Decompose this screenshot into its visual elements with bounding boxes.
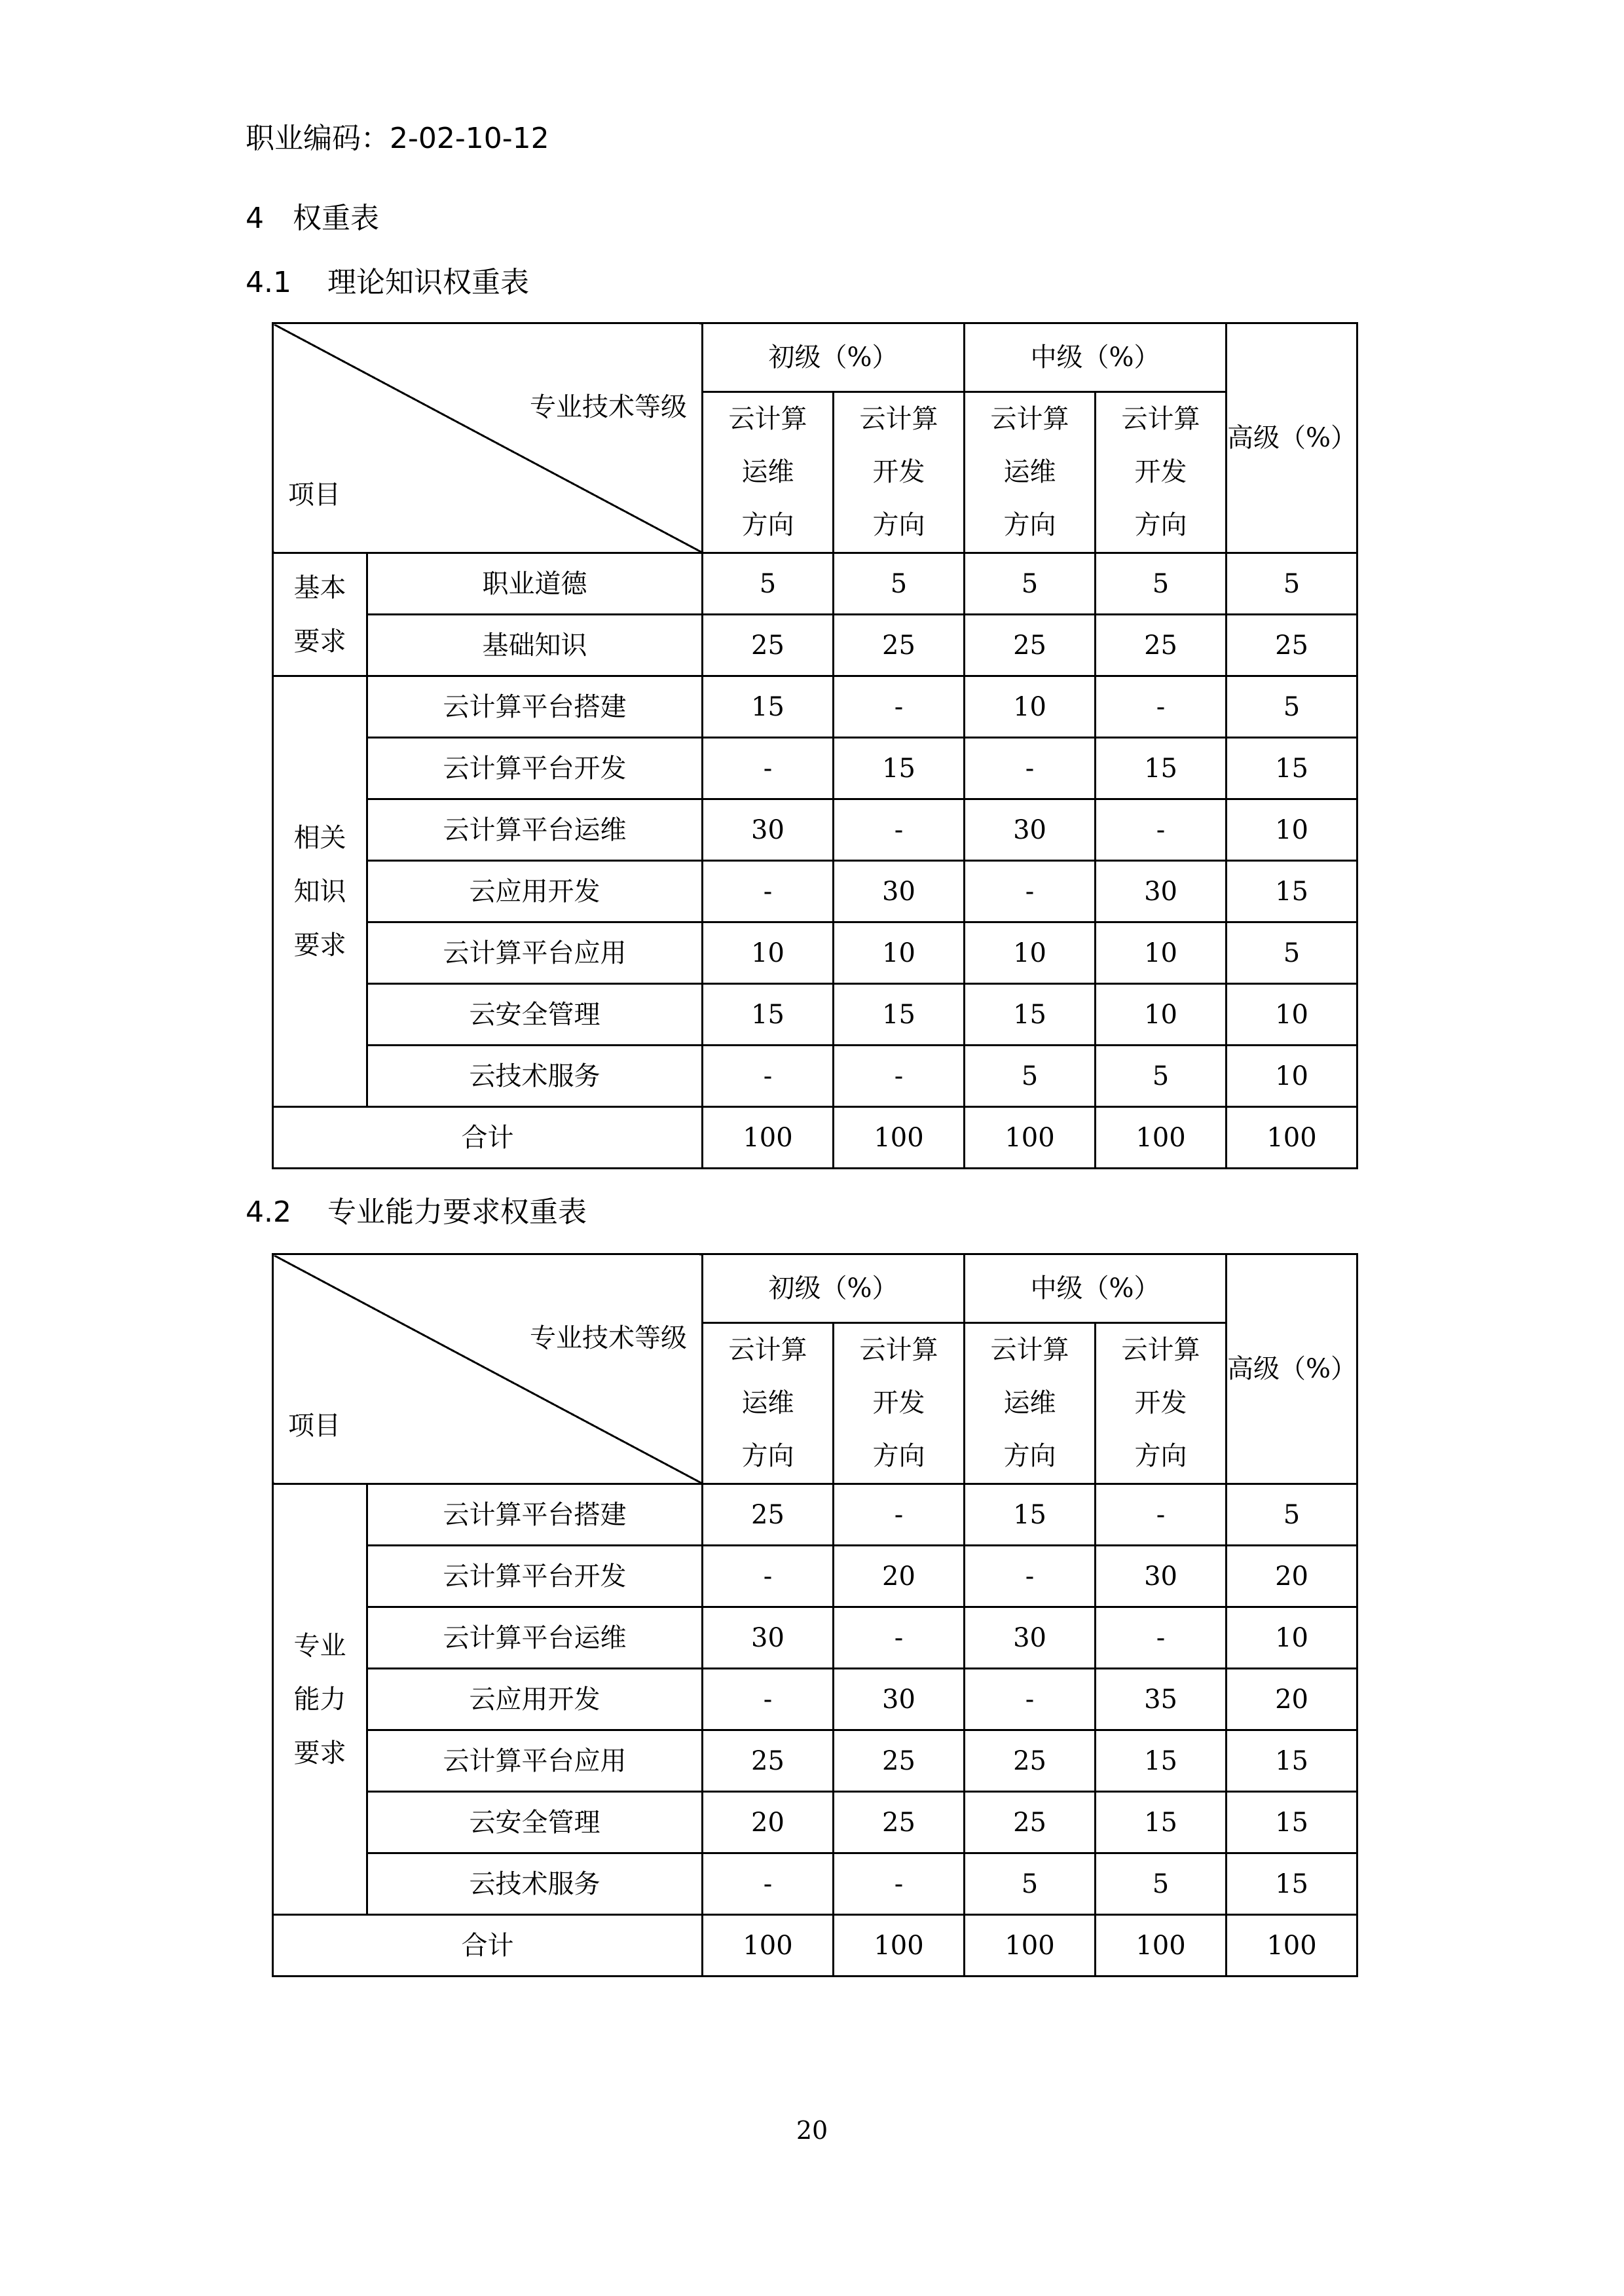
table-row: [273, 1484, 1357, 1546]
skills-title: 专业能力要求权重表: [327, 1195, 587, 1229]
item-label: 云计算平台应用: [367, 922, 703, 984]
value-cell: 15: [703, 676, 834, 738]
junior-dev-header: [834, 1323, 965, 1484]
diagonal-top-label: 专业技术等级: [530, 392, 687, 422]
value-cell: 25: [1096, 615, 1227, 676]
group-label-line: 要求: [293, 626, 346, 657]
value-cell: -: [834, 676, 965, 738]
value-cell: -: [703, 738, 834, 799]
junior-ops-header-line: 运维: [741, 457, 794, 487]
value-cell: 15: [1227, 1730, 1357, 1792]
value-cell: 10: [1096, 984, 1227, 1046]
value-cell: -: [703, 1546, 834, 1607]
intermediate-dev-header-line: 云计算: [1121, 404, 1200, 434]
section-number: 4: [246, 202, 264, 235]
value-cell: -: [1096, 1484, 1227, 1546]
total-value: 100: [1227, 1915, 1357, 1977]
table-row: [273, 1669, 1357, 1730]
intermediate-ops-header-line: 运维: [1003, 1388, 1056, 1418]
table-row: [273, 799, 1357, 861]
table-row: [273, 738, 1357, 799]
value-cell: 30: [965, 1607, 1096, 1669]
junior-header: 初级（%）: [703, 323, 965, 392]
skills-heading: [246, 1195, 587, 1229]
value-cell: 15: [834, 738, 965, 799]
junior-dev-header: [834, 392, 965, 553]
value-cell: 5: [1096, 1046, 1227, 1107]
total-value: 100: [1096, 1107, 1227, 1169]
item-label: 云计算平台应用: [367, 1730, 703, 1792]
value-cell: 15: [965, 1484, 1096, 1546]
intermediate-ops-header: [965, 1323, 1096, 1484]
value-cell: 10: [1227, 1607, 1357, 1669]
value-cell: 30: [834, 861, 965, 922]
header-row: [273, 1254, 1357, 1323]
value-cell: 20: [1227, 1546, 1357, 1607]
intermediate-dev-header-line: 方向: [1134, 1441, 1187, 1471]
junior-ops-header-line: 云计算: [728, 404, 807, 434]
theory-number: 4.1: [246, 266, 291, 299]
value-cell: 15: [1096, 1792, 1227, 1853]
value-cell: 5: [1227, 922, 1357, 984]
value-cell: -: [965, 1546, 1096, 1607]
value-cell: 25: [965, 1730, 1096, 1792]
value-cell: 15: [1227, 738, 1357, 799]
junior-ops-header-line: 云计算: [728, 1335, 807, 1365]
value-cell: 5: [965, 1853, 1096, 1915]
senior-header: 高级（%）: [1227, 323, 1357, 553]
value-cell: -: [834, 799, 965, 861]
value-cell: 20: [1227, 1669, 1357, 1730]
junior-dev-header-line: 云计算: [859, 404, 938, 434]
junior-ops-header-line: 方向: [741, 1441, 794, 1471]
junior-header: 初级（%）: [703, 1254, 965, 1323]
value-cell: 35: [1096, 1669, 1227, 1730]
value-cell: 30: [1096, 861, 1227, 922]
value-cell: 30: [965, 799, 1096, 861]
table-row: [273, 1546, 1357, 1607]
value-cell: 25: [834, 1792, 965, 1853]
intermediate-ops-header-line: 方向: [1003, 510, 1056, 540]
diagonal-header-cell: [273, 1254, 703, 1484]
value-cell: -: [1096, 799, 1227, 861]
junior-ops-header: [703, 1323, 834, 1484]
junior-dev-header-line: 开发: [872, 1388, 925, 1418]
value-cell: 25: [834, 615, 965, 676]
value-cell: -: [834, 1607, 965, 1669]
section-title: 权重表: [293, 202, 379, 235]
value-cell: 5: [965, 553, 1096, 615]
group-label-line: 基本: [293, 572, 346, 603]
total-value: 100: [834, 1107, 965, 1169]
item-label: 云计算平台开发: [367, 1546, 703, 1607]
value-cell: -: [965, 1669, 1096, 1730]
item-label: 云技术服务: [367, 1853, 703, 1915]
occupation-code: 职业编码：2-02-10-12: [246, 122, 549, 155]
value-cell: -: [834, 1484, 965, 1546]
total-value: 100: [703, 1915, 834, 1977]
table-row: [273, 1792, 1357, 1853]
theory-heading: [246, 268, 529, 297]
value-cell: 10: [965, 922, 1096, 984]
table-row: [273, 1046, 1357, 1107]
value-cell: 25: [965, 615, 1096, 676]
value-cell: 10: [1227, 1046, 1357, 1107]
intermediate-ops-header: [965, 392, 1096, 553]
table-row: [273, 984, 1357, 1046]
value-cell: 5: [1227, 553, 1357, 615]
total-value: 100: [834, 1915, 965, 1977]
junior-ops-header-line: 方向: [741, 510, 794, 540]
value-cell: 15: [834, 984, 965, 1046]
junior-ops-header-line: 运维: [741, 1388, 794, 1418]
header-row: [273, 323, 1357, 392]
section-heading: [246, 204, 379, 233]
group-label-line: 要求: [293, 1738, 346, 1768]
value-cell: 10: [965, 676, 1096, 738]
intermediate-ops-header-line: 云计算: [990, 1335, 1069, 1365]
value-cell: -: [834, 1853, 965, 1915]
value-cell: 15: [1096, 738, 1227, 799]
total-value: 100: [1227, 1107, 1357, 1169]
value-cell: 30: [703, 1607, 834, 1669]
item-label: 基础知识: [367, 615, 703, 676]
table-row: [273, 1853, 1357, 1915]
group-label-line: 知识: [293, 876, 346, 907]
value-cell: 5: [703, 553, 834, 615]
item-label: 云计算平台开发: [367, 738, 703, 799]
value-cell: 15: [1227, 861, 1357, 922]
value-cell: 30: [703, 799, 834, 861]
diagonal-bottom-label: 项目: [288, 480, 341, 510]
value-cell: 30: [1096, 1546, 1227, 1607]
value-cell: 5: [965, 1046, 1096, 1107]
value-cell: 5: [1227, 1484, 1357, 1546]
value-cell: 10: [834, 922, 965, 984]
item-label: 云计算平台运维: [367, 799, 703, 861]
intermediate-dev-header-line: 开发: [1134, 1388, 1187, 1418]
item-label: 云安全管理: [367, 984, 703, 1046]
total-value: 100: [703, 1107, 834, 1169]
value-cell: 5: [834, 553, 965, 615]
item-label: 职业道德: [367, 553, 703, 615]
value-cell: 15: [1227, 1853, 1357, 1915]
table-row: [273, 1730, 1357, 1792]
intermediate-dev-header-line: 云计算: [1121, 1335, 1200, 1365]
value-cell: -: [965, 861, 1096, 922]
value-cell: 10: [703, 922, 834, 984]
intermediate-ops-header-line: 运维: [1003, 457, 1056, 487]
intermediate-header: 中级（%）: [965, 1254, 1227, 1323]
value-cell: 20: [834, 1546, 965, 1607]
value-cell: -: [703, 1853, 834, 1915]
skills-number: 4.2: [246, 1195, 291, 1229]
item-label: 云计算平台搭建: [367, 1484, 703, 1546]
intermediate-dev-header-line: 开发: [1134, 457, 1187, 487]
value-cell: 25: [965, 1792, 1096, 1853]
table-row: [273, 615, 1357, 676]
total-value: 100: [965, 1107, 1096, 1169]
table-row: [273, 1607, 1357, 1669]
value-cell: 30: [834, 1669, 965, 1730]
page-number: 20: [796, 2116, 828, 2145]
intermediate-dev-header: [1096, 392, 1227, 553]
intermediate-ops-header-line: 方向: [1003, 1441, 1056, 1471]
total-value: 100: [1096, 1915, 1227, 1977]
theory-title: 理论知识权重表: [327, 266, 529, 299]
item-label: 云安全管理: [367, 1792, 703, 1853]
table-row: [273, 922, 1357, 984]
junior-ops-header: [703, 392, 834, 553]
junior-dev-header-line: 开发: [872, 457, 925, 487]
value-cell: 15: [703, 984, 834, 1046]
total-label: 合计: [273, 1107, 703, 1169]
value-cell: 5: [1227, 676, 1357, 738]
value-cell: 15: [1096, 1730, 1227, 1792]
table-row: [273, 553, 1357, 615]
senior-header: 高级（%）: [1227, 1254, 1357, 1484]
value-cell: 5: [1096, 553, 1227, 615]
value-cell: 15: [1227, 1792, 1357, 1853]
value-cell: 10: [1227, 984, 1357, 1046]
value-cell: 25: [703, 615, 834, 676]
value-cell: 25: [1227, 615, 1357, 676]
group-label-line: 能力: [293, 1684, 346, 1715]
theory-weight-table: [272, 322, 1358, 1169]
item-label: 云计算平台运维: [367, 1607, 703, 1669]
junior-dev-header-line: 方向: [872, 510, 925, 540]
value-cell: 10: [1096, 922, 1227, 984]
value-cell: -: [965, 738, 1096, 799]
value-cell: -: [703, 1046, 834, 1107]
value-cell: -: [834, 1046, 965, 1107]
group-label-line: 要求: [293, 930, 346, 960]
group-label: [273, 1484, 367, 1915]
value-cell: -: [1096, 676, 1227, 738]
group-label: [273, 553, 367, 676]
skills-weight-table: [272, 1253, 1358, 1977]
value-cell: 25: [834, 1730, 965, 1792]
diagonal-top-label: 专业技术等级: [530, 1323, 687, 1353]
total-label: 合计: [273, 1915, 703, 1977]
value-cell: 20: [703, 1792, 834, 1853]
value-cell: 10: [1227, 799, 1357, 861]
item-label: 云应用开发: [367, 1669, 703, 1730]
total-row: [273, 1107, 1357, 1169]
group-label-line: 专业: [293, 1630, 346, 1661]
junior-dev-header-line: 方向: [872, 1441, 925, 1471]
table-row: [273, 861, 1357, 922]
diagonal-header-cell: [273, 323, 703, 553]
value-cell: 5: [1096, 1853, 1227, 1915]
item-label: 云计算平台搭建: [367, 676, 703, 738]
intermediate-header: 中级（%）: [965, 323, 1227, 392]
value-cell: 15: [965, 984, 1096, 1046]
junior-dev-header-line: 云计算: [859, 1335, 938, 1365]
item-label: 云技术服务: [367, 1046, 703, 1107]
group-label-line: 相关: [293, 822, 346, 853]
intermediate-dev-header: [1096, 1323, 1227, 1484]
value-cell: 25: [703, 1484, 834, 1546]
value-cell: 25: [703, 1730, 834, 1792]
group-label: [273, 676, 367, 1107]
intermediate-ops-header-line: 云计算: [990, 404, 1069, 434]
table-row: [273, 676, 1357, 738]
diagonal-bottom-label: 项目: [288, 1411, 341, 1441]
intermediate-dev-header-line: 方向: [1134, 510, 1187, 540]
total-row: [273, 1915, 1357, 1977]
item-label: 云应用开发: [367, 861, 703, 922]
value-cell: -: [1096, 1607, 1227, 1669]
total-value: 100: [965, 1915, 1096, 1977]
value-cell: -: [703, 1669, 834, 1730]
value-cell: -: [703, 861, 834, 922]
